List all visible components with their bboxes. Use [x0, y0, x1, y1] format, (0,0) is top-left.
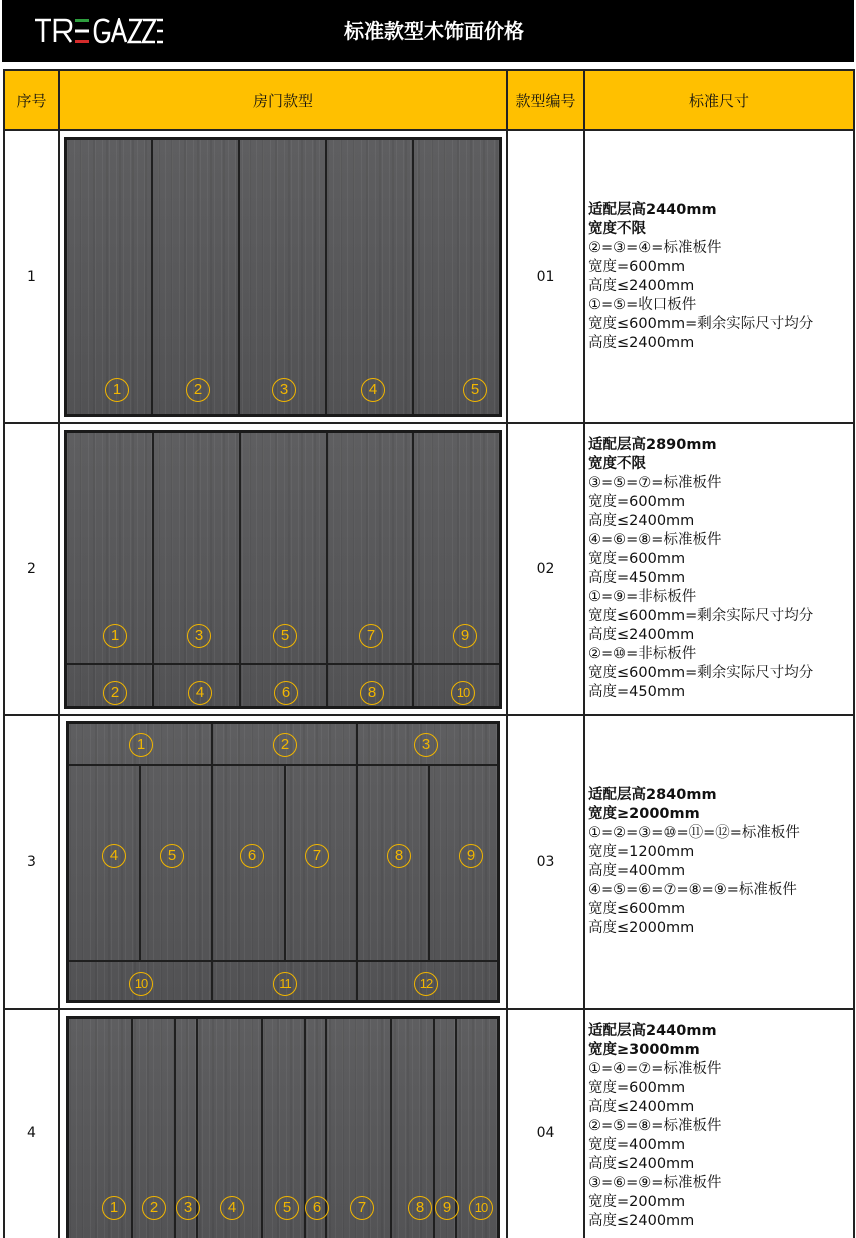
- spec-line: 宽度=400mm: [588, 1137, 686, 1153]
- spec-text: [584, 715, 854, 1009]
- table-row: [4, 715, 854, 1009]
- header-style-code: 款型编号: [507, 70, 584, 130]
- header-standard-size: 标准尺寸: [584, 70, 854, 130]
- table-row: [4, 130, 854, 423]
- spec-line: 宽度≤600mm=剩余实际尺寸均分: [588, 608, 814, 624]
- spec-line: 宽度≤600mm=剩余实际尺寸均分: [588, 665, 814, 681]
- door-style-cell: [59, 715, 507, 1009]
- panel-marker: 4: [102, 844, 126, 868]
- page-header: [2, 0, 854, 62]
- spec-line: 宽度≤600mm: [588, 901, 686, 917]
- style-code: 03: [507, 715, 584, 1009]
- style-code: 01: [507, 130, 584, 423]
- spec-line: ④=⑤=⑥=⑦=⑧=⑨=标准板件: [588, 882, 797, 898]
- spec-line: 高度≤2400mm: [588, 334, 695, 351]
- spec-text: [584, 1009, 854, 1238]
- panel-marker: 4: [188, 681, 212, 705]
- panel-marker: 8: [408, 1196, 432, 1220]
- spec-line: 高度≤2400mm: [588, 277, 695, 294]
- panel-marker: 3: [176, 1196, 200, 1220]
- spec-line: ②=⑤=⑧=标准板件: [588, 1118, 722, 1134]
- spec-line: 宽度=600mm: [588, 1080, 686, 1096]
- spec-text: [584, 130, 854, 423]
- spec-heading: 宽度≥3000mm: [588, 1042, 700, 1058]
- panel-marker: 10: [451, 681, 475, 705]
- panel-marker: 4: [220, 1196, 244, 1220]
- spec-table: [3, 69, 855, 1238]
- panel-marker: 10: [129, 972, 153, 996]
- spec-heading: 适配层高2440mm: [588, 1023, 717, 1039]
- panel-diagram-02: [64, 430, 502, 709]
- panel-marker: 6: [240, 844, 264, 868]
- spec-line: 宽度=600mm: [588, 551, 686, 567]
- panel-marker: 12: [414, 972, 438, 996]
- row-index: 1: [4, 130, 59, 423]
- page-title: 标准款型木饰面价格: [344, 19, 524, 43]
- panel-marker: 5: [275, 1196, 299, 1220]
- panel-marker: 1: [103, 624, 127, 648]
- panel-marker: 9: [453, 624, 477, 648]
- header-door-style: 房门款型: [59, 70, 507, 130]
- spec-line: 高度=450mm: [588, 684, 686, 700]
- spec-line: 高度≤2400mm: [588, 1099, 695, 1115]
- spec-line: ①=②=③=⑩=⑪=⑫=标准板件: [588, 825, 800, 841]
- table-row: [4, 423, 854, 715]
- panel-marker: 1: [102, 1196, 126, 1220]
- spec-line: ③=⑤=⑦=标准板件: [588, 475, 722, 491]
- panel-marker: 3: [187, 624, 211, 648]
- panel-marker: 8: [360, 681, 384, 705]
- panel-marker: 10: [469, 1196, 493, 1220]
- panel-marker: 1: [129, 733, 153, 757]
- row-index: 4: [4, 1009, 59, 1238]
- panel-diagram-03: [66, 721, 500, 1003]
- row-index: 2: [4, 423, 59, 715]
- spec-line: ③=⑥=⑨=标准板件: [588, 1175, 722, 1191]
- spec-line: 宽度=200mm: [588, 1194, 686, 1210]
- door-style-cell: [59, 1009, 507, 1238]
- panel-marker: 9: [459, 844, 483, 868]
- row-index: 3: [4, 715, 59, 1009]
- spec-line: 高度≤2000mm: [588, 920, 695, 936]
- panel-marker: 1: [105, 378, 129, 402]
- style-code: 02: [507, 423, 584, 715]
- panel-marker: 2: [186, 378, 210, 402]
- spec-line: ②=③=④=标准板件: [588, 239, 722, 256]
- spec-line: ①=⑤=收口板件: [588, 296, 697, 313]
- panel-marker: 6: [305, 1196, 329, 1220]
- panel-marker: 5: [160, 844, 184, 868]
- spec-line: 高度≤2400mm: [588, 627, 695, 643]
- spec-line: 高度=400mm: [588, 863, 686, 879]
- table-row: [4, 1009, 854, 1238]
- panel-marker: 7: [359, 624, 383, 648]
- spec-line: 宽度=600mm: [588, 494, 686, 510]
- panel-marker: 4: [361, 378, 385, 402]
- panel-marker: 2: [103, 681, 127, 705]
- panel-diagram-04: [66, 1016, 500, 1238]
- spec-line: ①=④=⑦=标准板件: [588, 1061, 722, 1077]
- spec-line: 高度≤2400mm: [588, 513, 695, 529]
- panel-marker: 3: [414, 733, 438, 757]
- panel-marker: 8: [387, 844, 411, 868]
- spec-line: 宽度≤600mm=剩余实际尺寸均分: [588, 315, 814, 332]
- spec-line: ②=⑩=非标板件: [588, 646, 697, 662]
- spec-line: 高度≤2400mm: [588, 1213, 695, 1229]
- panel-marker: 9: [435, 1196, 459, 1220]
- header-index: 序号: [4, 70, 59, 130]
- spec-line: 高度≤2400mm: [588, 1156, 695, 1172]
- panel-marker: 2: [142, 1196, 166, 1220]
- panel-marker: 7: [305, 844, 329, 868]
- panel-marker: 3: [272, 378, 296, 402]
- spec-line: ④=⑥=⑧=标准板件: [588, 532, 722, 548]
- spec-heading: 适配层高2840mm: [588, 787, 717, 803]
- spec-line: 高度=450mm: [588, 570, 686, 586]
- panel-marker: 7: [350, 1196, 374, 1220]
- spec-heading: 宽度不限: [588, 220, 646, 237]
- spec-heading: 宽度不限: [588, 456, 646, 472]
- panel-marker: 5: [273, 624, 297, 648]
- panel-marker: 6: [274, 681, 298, 705]
- panel-marker: 11: [273, 972, 297, 996]
- spec-text: [584, 423, 854, 715]
- style-code: 04: [507, 1009, 584, 1238]
- panel-diagram-01: [64, 137, 502, 417]
- spec-heading: 适配层高2890mm: [588, 437, 717, 453]
- panel-marker: 2: [273, 733, 297, 757]
- door-style-cell: [59, 130, 507, 423]
- table-header-row: [4, 70, 854, 130]
- spec-line: 宽度=1200mm: [588, 844, 695, 860]
- spec-heading: 适配层高2440mm: [588, 201, 717, 218]
- spec-line: ①=⑨=非标板件: [588, 589, 697, 605]
- spec-line: 宽度=600mm: [588, 258, 686, 275]
- panel-marker: 5: [463, 378, 487, 402]
- spec-heading: 宽度≥2000mm: [588, 806, 700, 822]
- door-style-cell: [59, 423, 507, 715]
